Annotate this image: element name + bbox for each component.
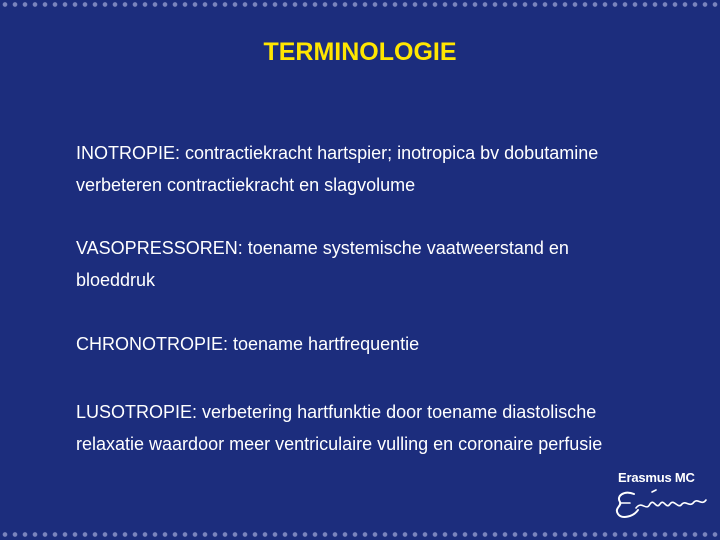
bottom-dot-border (0, 530, 720, 539)
term-chronotropie (76, 328, 686, 360)
term-line: relaxatie waardoor meer ventriculaire vulling en coronaire perfusie (76, 434, 603, 454)
logo-wordmark: Erasmus MC (618, 470, 695, 485)
term-line: verbeteren contractiekracht en slagvolume (76, 175, 416, 195)
term-vasopressoren (76, 232, 686, 296)
term-line: INOTROPIE: contractiekracht hartspier; inotropica bv dobutamine (76, 143, 599, 163)
term-inotropie (76, 137, 686, 201)
slide-title: TERMINOLOGIE (263, 38, 457, 66)
term-line: VASOPRESSOREN: toename systemische vaatweerstand en (76, 238, 569, 258)
erasmus-signature-icon (612, 486, 712, 522)
term-line: LUSOTROPIE: verbetering hartfunktie door toename diastolische (76, 402, 597, 422)
term-line: CHRONOTROPIE: toename hartfrequentie (76, 334, 420, 354)
top-dot-border (0, 0, 720, 9)
term-lusotropie (76, 396, 686, 460)
erasmus-mc-logo (612, 470, 712, 520)
term-line: bloeddruk (76, 270, 156, 290)
